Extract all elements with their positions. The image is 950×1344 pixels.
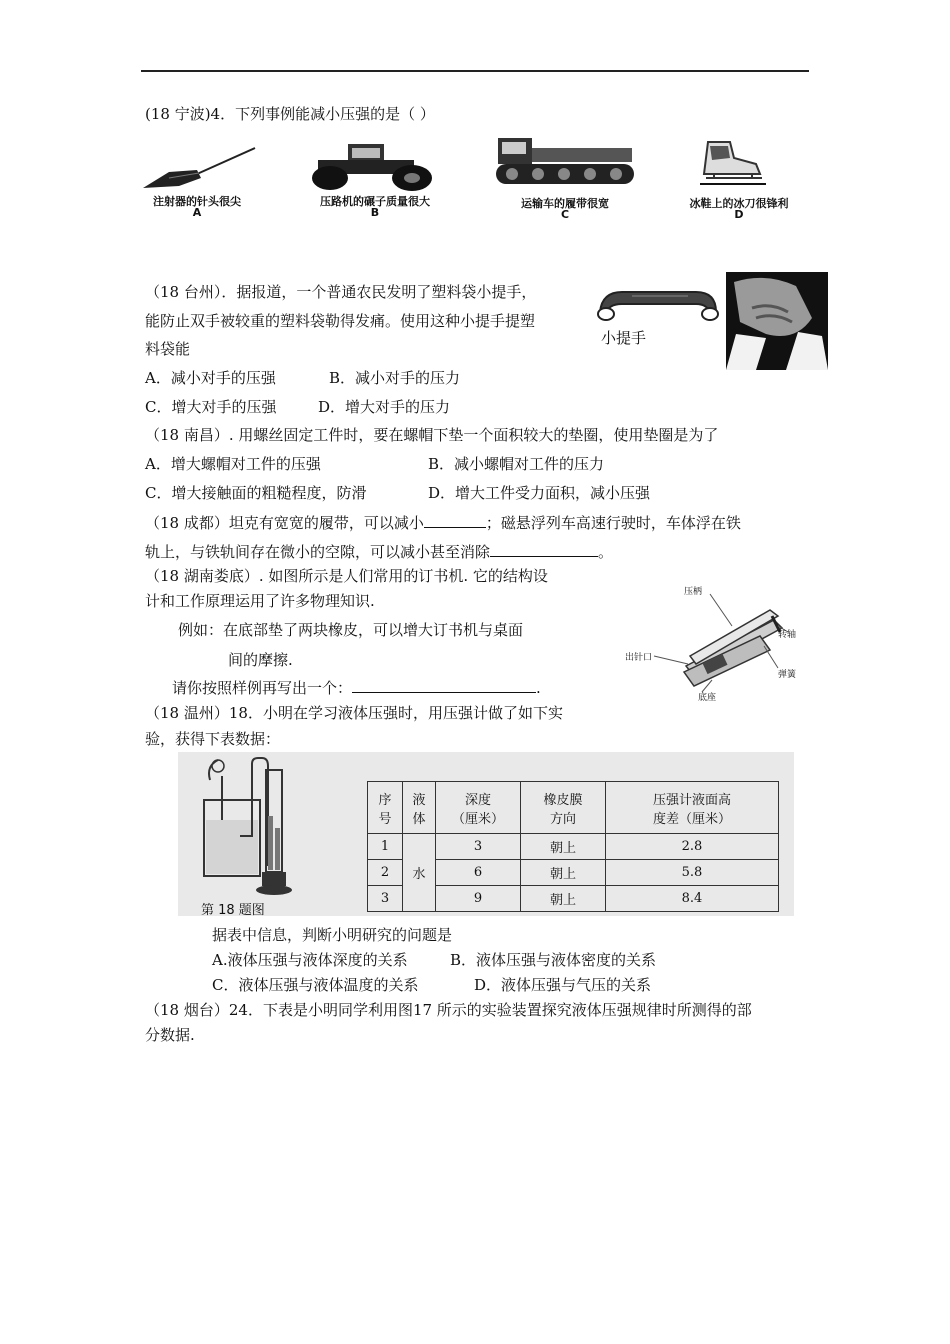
q3-option-d: D．增大工件受力面积，减小压强 xyxy=(428,484,651,502)
q1-header: (18 宁波)4．下列事例能减小压强的是（ ） xyxy=(145,105,435,123)
cell-no: 1 xyxy=(368,834,403,860)
q3-option-c: C．增大接触面的粗糙程度，防滑 xyxy=(145,484,367,502)
q3-option-b: B．减小螺帽对工件的压力 xyxy=(428,455,605,473)
cell-height-diff: 5.8 xyxy=(606,860,779,886)
road-roller-icon xyxy=(308,140,436,192)
cell-liquid: 水 xyxy=(403,834,436,912)
q6-data-table xyxy=(367,781,779,912)
q6-ask: 据表中信息，判断小明研究的问题是 xyxy=(212,926,453,944)
q5-line2: 计和工作原理运用了许多物理知识. xyxy=(145,592,375,610)
q4-blank1 xyxy=(424,513,486,528)
header-direction: 橡皮膜 方向 xyxy=(521,782,606,834)
q5-line4: 间的摩擦. xyxy=(228,651,293,669)
q5-label-spring: 弹簧 xyxy=(778,670,797,680)
q4-line2 xyxy=(145,542,613,562)
q2-option-c: C．增大对手的压强 xyxy=(145,398,277,416)
table-row xyxy=(368,834,779,860)
header-depth: 深度 （厘米） xyxy=(436,782,521,834)
pressure-gauge-apparatus-icon xyxy=(196,756,306,898)
cell-no: 2 xyxy=(368,860,403,886)
header-height-diff: 压强计液面高 度差（厘米） xyxy=(606,782,779,834)
q7-line1: （18 烟台）24．下表是小明同学利用图17 所示的实验装置探究液体压强规律时所测得的部 xyxy=(145,1001,752,1019)
q5-label-outlet: 出针口 xyxy=(625,653,653,663)
syringe-icon xyxy=(139,142,259,192)
q6-option-d: D．液体压强与气压的关系 xyxy=(474,976,652,994)
stapler-icon xyxy=(620,580,810,705)
q5-prompt-end: . xyxy=(536,679,541,697)
q4-part1: （18 成都）坦克有宽宽的履带，可以减小 xyxy=(145,514,424,532)
q1-letter-d: D xyxy=(734,208,744,221)
q5-label-handle: 压柄 xyxy=(684,587,703,597)
cell-height-diff: 2.8 xyxy=(606,834,779,860)
q1-caption-b: 压路机的碾子质量很大 xyxy=(320,195,430,208)
table-header-row xyxy=(368,782,779,834)
handle-icon xyxy=(592,284,724,324)
top-rule xyxy=(141,70,809,72)
q1-letter-b: B xyxy=(370,206,380,219)
q2-image-label: 小提手 xyxy=(601,329,647,347)
q2-line2: 能防止双手被较重的塑料袋勒得发痛。使用这种小提手提塑 xyxy=(145,312,536,330)
q1-letter-a: A xyxy=(192,206,202,219)
q4-part4: 。 xyxy=(598,543,614,561)
q5-blank xyxy=(352,678,536,693)
q6-line2: 验，获得下表数据： xyxy=(145,730,281,748)
q5-label-axis: 转轴 xyxy=(778,630,797,640)
q7-line2: 分数据. xyxy=(145,1026,195,1044)
q6-option-a: A.液体压强与液体深度的关系 xyxy=(212,951,408,969)
q6-line1: （18 温州）18．小明在学习液体压强时，用压强计做了如下实 xyxy=(145,704,563,722)
q2-option-b: B．减小对手的压力 xyxy=(329,369,461,387)
q1-letter-c: C xyxy=(560,208,570,221)
cell-depth: 6 xyxy=(436,860,521,886)
q4-part2: ；磁悬浮列车高速行驶时，车体浮在铁 xyxy=(485,514,741,532)
cell-no: 3 xyxy=(368,886,403,912)
cell-depth: 3 xyxy=(436,834,521,860)
q2-option-a: A．减小对手的压强 xyxy=(145,369,276,387)
q3-stem: （18 南昌）. 用螺丝固定工件时，要在螺帽下垫一个面积较大的垫圈，使用垫圈是为了 xyxy=(145,426,719,444)
hand-with-bag-icon xyxy=(726,272,828,370)
q2-line3: 料袋能 xyxy=(145,340,191,358)
cell-depth: 9 xyxy=(436,886,521,912)
q5-line3: 例如：在底部垫了两块橡皮，可以增大订书机与桌面 xyxy=(178,621,524,639)
cell-direction: 朝上 xyxy=(521,860,606,886)
header-liquid: 液 体 xyxy=(403,782,436,834)
q6-figure-caption: 第 18 题图 xyxy=(201,903,265,918)
q2-option-d: D．增大对手的压力 xyxy=(318,398,451,416)
q2-line1: （18 台州）．据报道，一个普通农民发明了塑料袋小提手， xyxy=(145,283,537,301)
ice-skate-icon xyxy=(690,138,770,194)
q1-caption-a: 注射器的针头很尖 xyxy=(153,195,241,208)
cell-direction: 朝上 xyxy=(521,834,606,860)
q6-option-c: C．液体压强与液体温度的关系 xyxy=(212,976,419,994)
q5-line5 xyxy=(172,678,541,698)
q1-caption-d: 冰鞋上的冰刀很锋利 xyxy=(689,197,789,210)
cell-direction: 朝上 xyxy=(521,886,606,912)
q1-caption-c: 运输车的履带很宽 xyxy=(521,197,609,210)
header-no: 序 号 xyxy=(368,782,403,834)
q5-prompt: 请你按照样例再写出一个： xyxy=(172,679,353,697)
q4-line1 xyxy=(145,513,741,533)
q3-option-a: A．增大螺帽对工件的压强 xyxy=(145,455,321,473)
q4-part3: 轨上，与铁轨间存在微小的空隙，可以减小甚至消除 xyxy=(145,543,491,561)
cell-height-diff: 8.4 xyxy=(606,886,779,912)
q5-label-base: 底座 xyxy=(698,693,717,703)
q6-option-b: B．液体压强与液体密度的关系 xyxy=(450,951,657,969)
q5-line1: （18 湖南娄底）. 如图所示是人们常用的订书机. 它的结构设 xyxy=(145,567,548,585)
q4-blank2 xyxy=(490,542,598,557)
tracked-vehicle-icon xyxy=(492,136,636,190)
